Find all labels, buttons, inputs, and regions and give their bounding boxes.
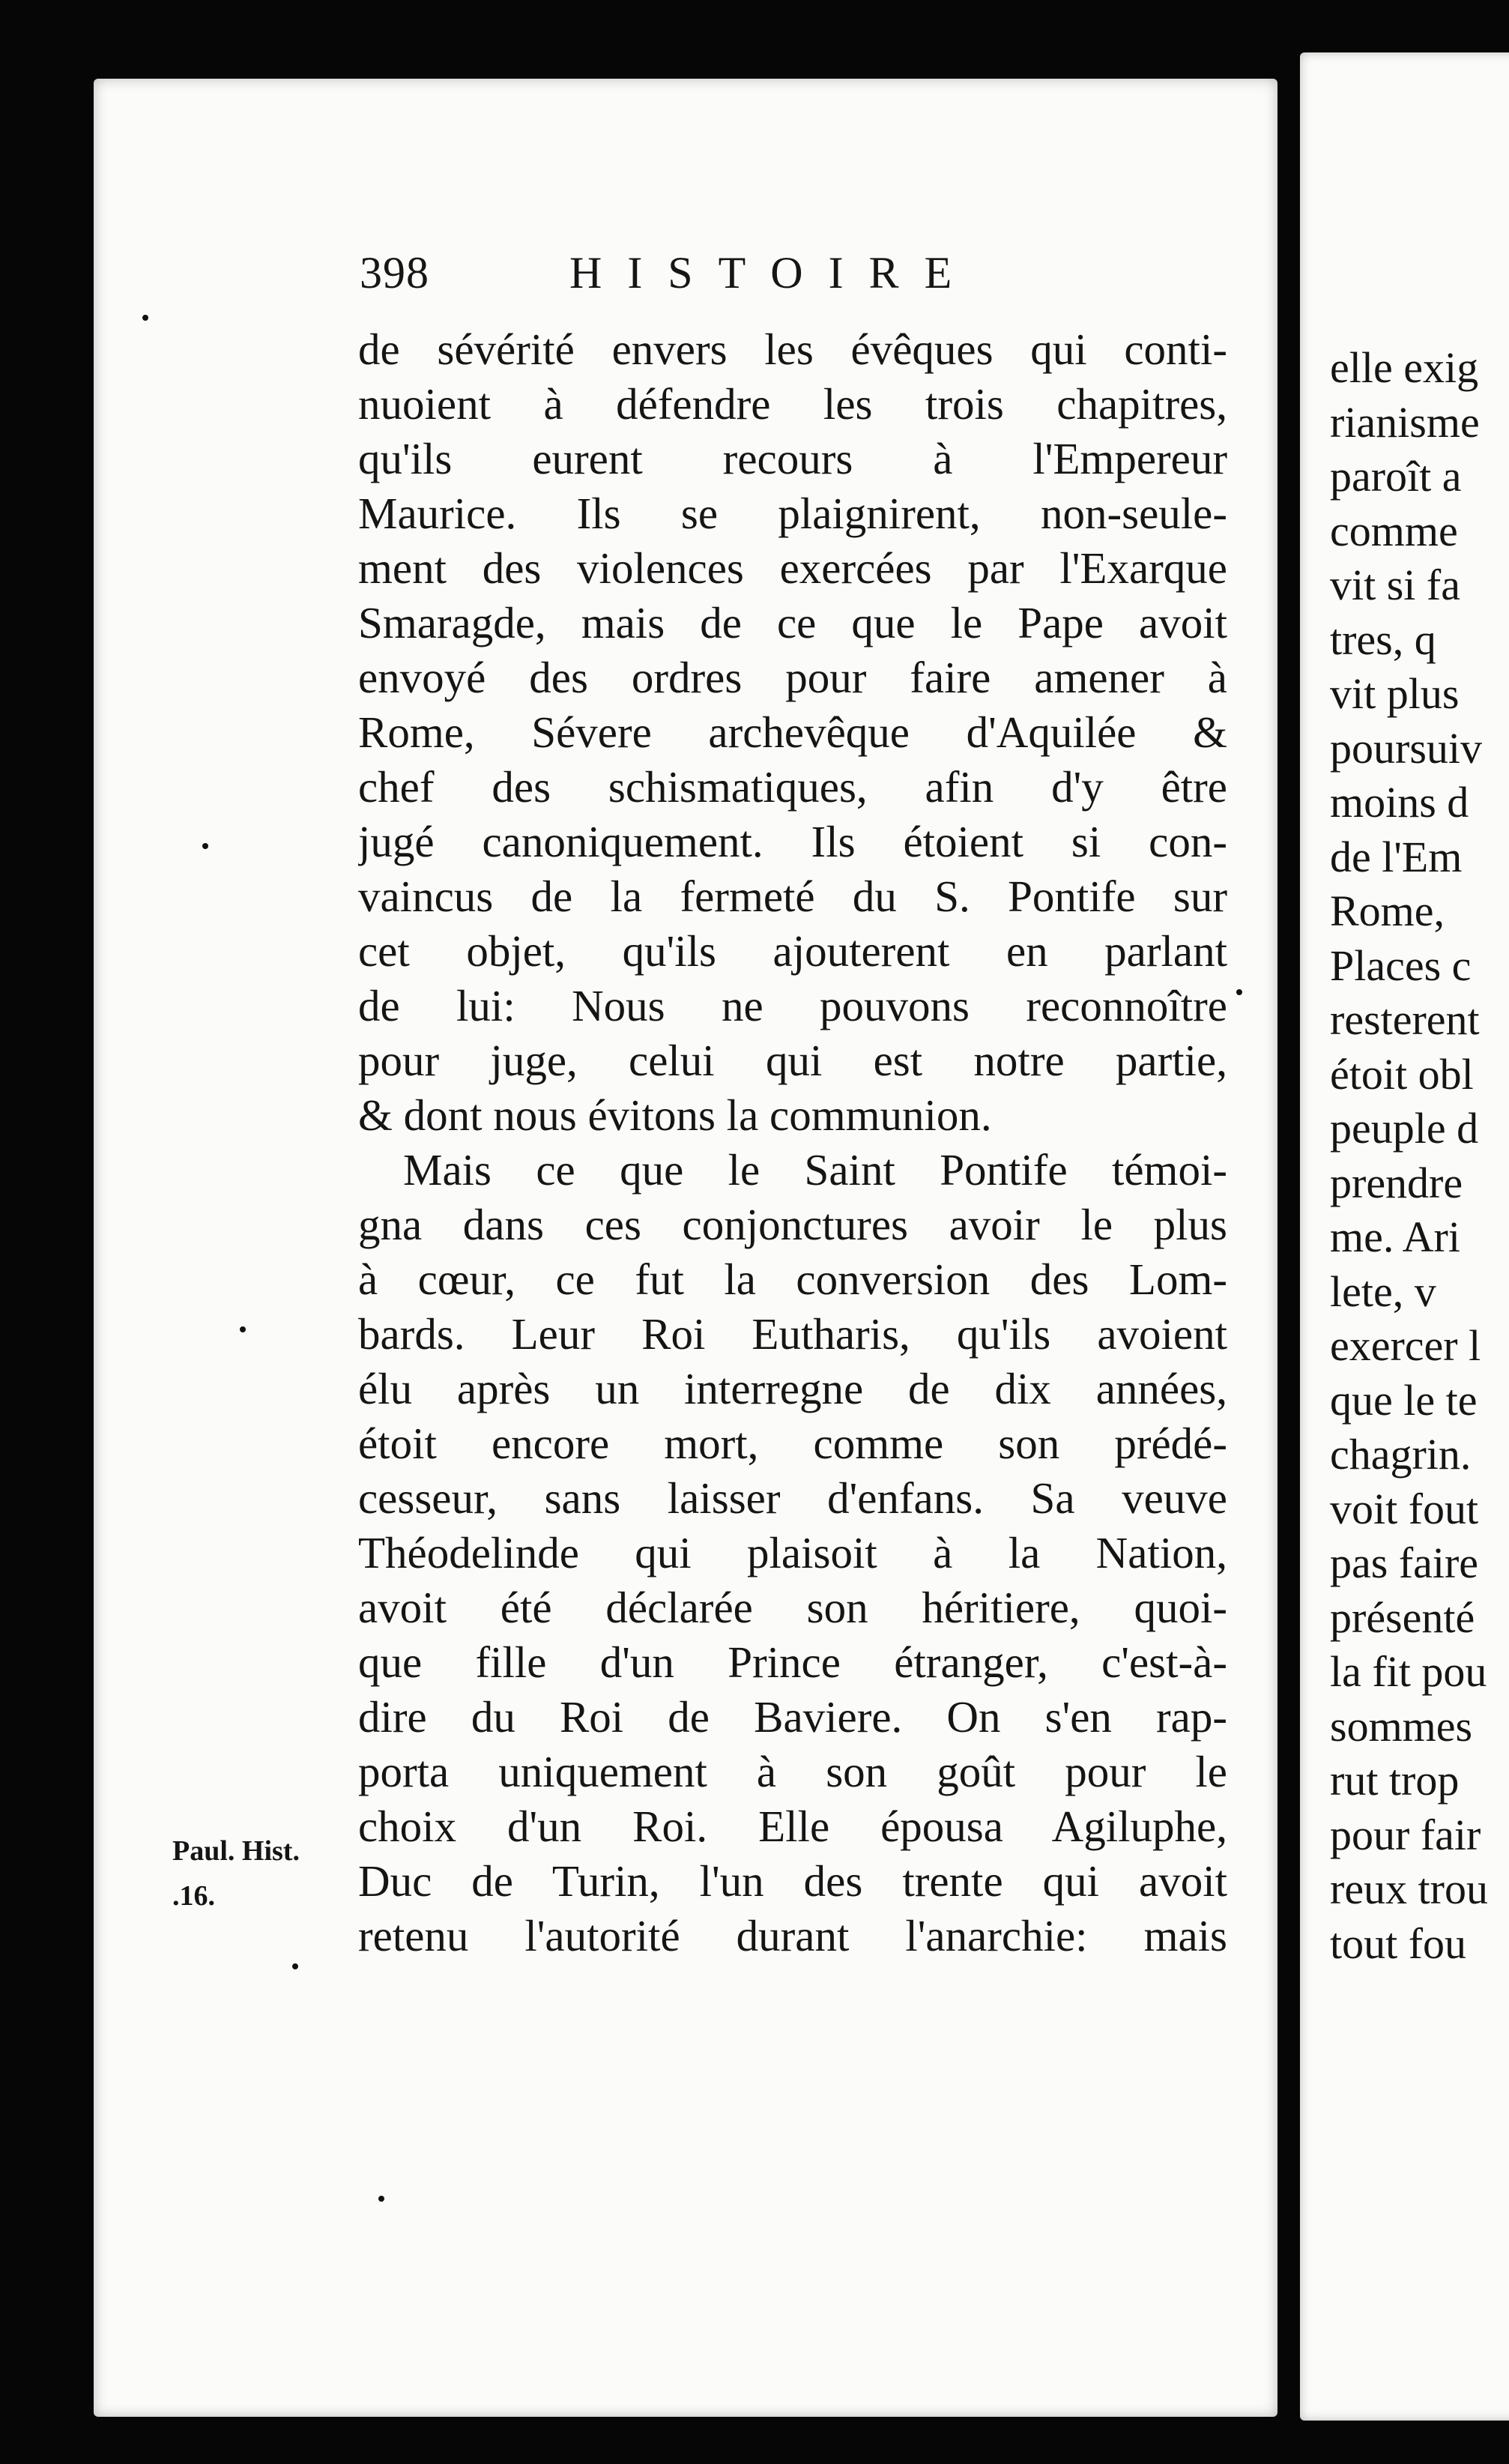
text-line: Places c [1330,940,1472,990]
text-line: de l'Em [1330,832,1463,881]
text-line: prendre [1330,1158,1463,1207]
text-line: rianisme [1330,397,1480,447]
text-line: avoit été déclarée son héritiere, quoi- [358,1583,1227,1632]
scan-speck [202,843,208,849]
text-line: chef des schismatiques, afin d'y être [358,762,1227,812]
text-line: nuoient à défendre les trois chapitres, [358,379,1227,429]
text-line: Maurice. Ils se plaignirent, non-seule- [358,489,1227,538]
text-line: de lui: Nous ne pouvons reconnoître [358,981,1227,1030]
text-line: porta uniquement à son goût pour le [358,1747,1227,1796]
margin-note-line: Paul. Hist. [172,1835,300,1867]
text-line: voit fout [1330,1484,1479,1533]
text-line: reux trou [1330,1864,1488,1913]
text-line: présenté [1330,1592,1475,1642]
text-line: Smaragde, mais de ce que le Pape avoit [358,598,1227,647]
text-line: dire du Roi de Baviere. On s'en rap- [358,1692,1227,1742]
page-number: 398 [360,248,429,298]
text-line: pour fair [1330,1810,1481,1859]
text-line: qu'ils eurent recours à l'Empereur [358,434,1227,483]
text-line: exercer l [1330,1321,1481,1370]
margin-note-line: .16. [172,1880,215,1912]
text-line: vit si fa [1330,561,1460,609]
text-line: la fit pou [1330,1647,1487,1696]
text-line: ment des violences exercées par l'Exarque [358,543,1227,593]
text-line: étoit encore mort, comme son prédé- [358,1419,1227,1468]
text-line: Rome, Sévere archevêque d'Aquilée & [358,707,1227,757]
text-line: poursuiv [1330,723,1482,773]
text-line: comme [1330,506,1458,555]
text-line: tout fou [1330,1918,1467,1968]
text-line: cesseur, sans laisser d'enfans. Sa veuve [358,1473,1227,1523]
text-line: me. Ari [1330,1213,1460,1261]
scan-speck [1236,989,1242,995]
text-line: que fille d'un Prince étranger, c'est-à- [358,1637,1227,1687]
text-line: retenu l'autorité durant l'anarchie: mais [358,1911,1227,1960]
scan-speck [142,315,148,321]
text-line: & dont nous évitons la communion. [358,1090,992,1140]
text-line: étoit obl [1330,1049,1474,1099]
text-line: resterent [1330,995,1480,1044]
text-line: paroît a [1330,452,1462,501]
text-line: moins d [1330,778,1469,827]
text-line: Théodelinde qui plaisoit à la Nation, [358,1528,1227,1577]
left-text-column [358,322,1227,1963]
text-line: Mais ce que le Saint Pontife témoi- [403,1145,1227,1195]
text-line: peuple d [1330,1104,1479,1153]
text-line: chagrin. [1330,1430,1472,1479]
text-line: pas faire [1330,1539,1479,1587]
text-line: que le te [1330,1375,1478,1425]
text-line: élu après un interregne de dix années, [358,1364,1227,1413]
text-line: choix d'un Roi. Elle épousa Agiluphe, [358,1802,1227,1851]
text-line: bards. Leur Roi Eutharis, qu'ils avoient [358,1309,1227,1359]
text-line: gna dans ces conjonctures avoir le plus [358,1200,1227,1249]
scan-speck [378,2196,384,2202]
text-line: elle exig [1330,343,1479,392]
text-line: pour juge, celui qui est notre partie, [358,1036,1227,1085]
text-line: envoyé des ordres pour faire amener à [358,653,1227,702]
text-line: rut trop [1330,1756,1460,1805]
text-line: cet objet, qu'ils ajouterent en parlant [358,926,1227,976]
text-line: tres, q [1330,615,1436,664]
scan-speck [292,1963,298,1969]
text-line: lete, v [1330,1266,1436,1316]
text-line: Duc de Turin, l'un des trente qui avoit [358,1856,1227,1906]
text-line: vit plus [1330,669,1460,718]
text-line: vaincus de la fermeté du S. Pontife sur [358,872,1227,921]
text-line: à cœur, ce fut la conversion des Lom- [358,1254,1227,1304]
right-text-column [1330,341,1509,1971]
page-header [360,247,1214,307]
scan-speck [240,1326,246,1332]
margin-note [172,1829,352,1918]
text-line: Rome, [1330,887,1445,935]
text-line: jugé canoniquement. Ils étoient si con- [358,817,1227,866]
running-head: HISTOIRE [569,248,978,298]
text-line: sommes [1330,1701,1473,1751]
text-line: de sévérité envers les évêques qui conti- [358,324,1227,374]
